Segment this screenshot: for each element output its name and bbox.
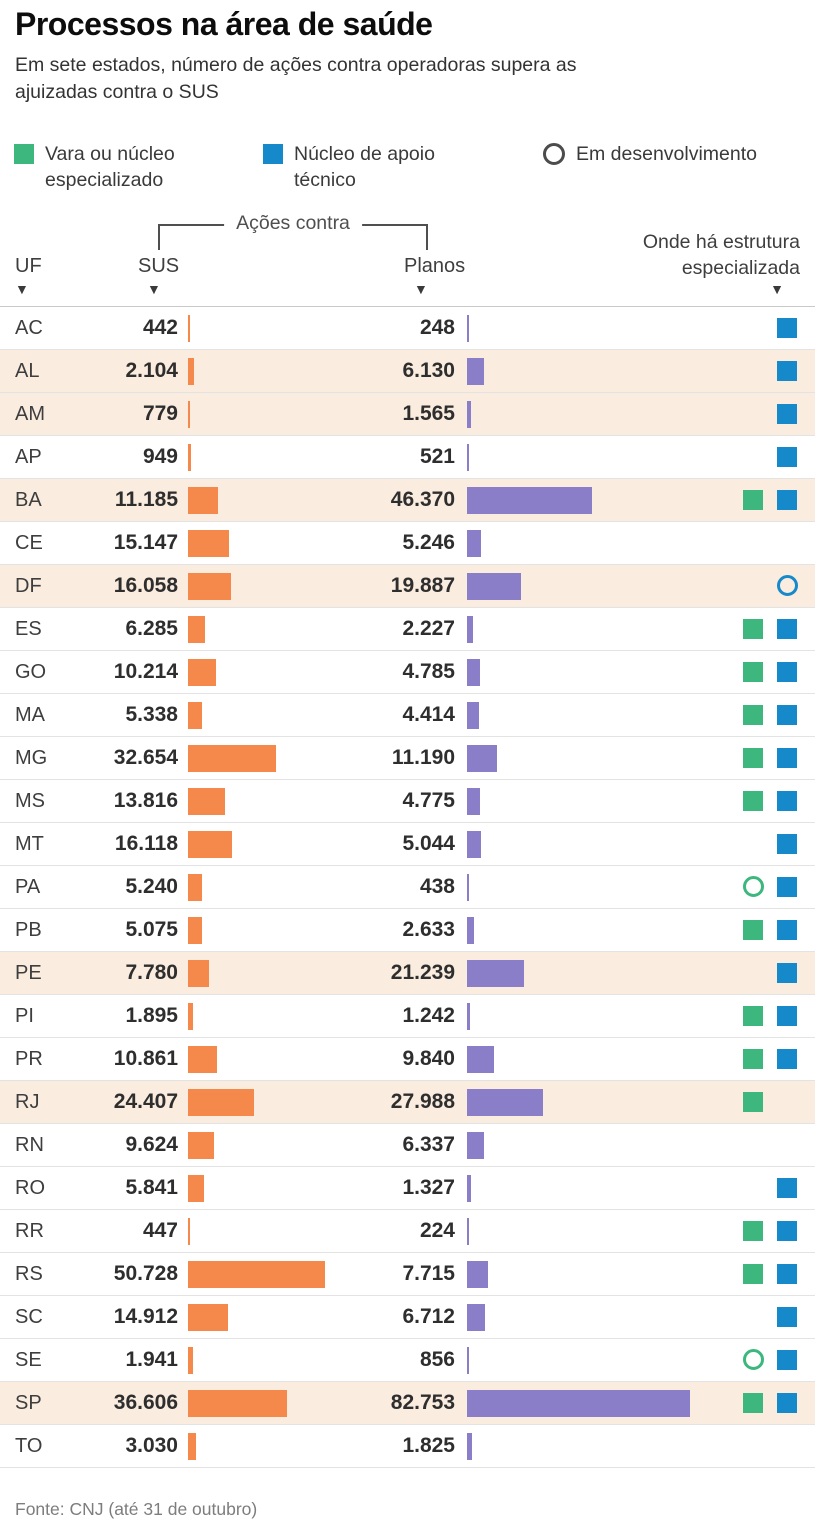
sus-bar [188,702,202,729]
uf-label: PI [15,1005,34,1027]
table-row [0,737,815,780]
sus-bar [188,1218,190,1245]
blue-square-icon [777,1006,797,1026]
table-row [0,780,815,823]
table-row [0,393,815,436]
blue-square-icon [777,619,797,639]
table-row [0,1038,815,1081]
group-header-bracket [158,212,428,250]
planos-bar [467,1089,543,1116]
legend-label: Vara ou núcleo especializado [45,143,175,191]
outline-circle-icon [543,143,565,165]
table-row [0,909,815,952]
sus-value: 442 [142,316,178,339]
sus-value: 6.285 [125,617,178,640]
column-header-planos[interactable]: Planos [404,255,466,277]
blue-square-icon [777,1307,797,1327]
planos-value: 1.242 [402,1004,455,1027]
sus-bar [188,1175,204,1202]
sus-value: 9.624 [125,1133,178,1156]
planos-value: 224 [419,1219,455,1242]
green-circle-icon [743,1349,764,1370]
green-square-icon [743,1006,763,1026]
uf-label: MT [15,833,44,855]
planos-bar [467,874,469,901]
legend-label: Em desenvolvimento [576,143,758,165]
table-row [0,1081,815,1124]
uf-label: ES [15,618,42,640]
planos-value: 248 [419,316,455,339]
planos-value: 21.239 [390,961,455,984]
planos-bar [467,1390,690,1417]
blue-square-icon [777,791,797,811]
planos-bar [467,659,480,686]
sus-bar [188,960,209,987]
blue-square-icon [777,662,797,682]
table-row [0,866,815,909]
planos-value: 6.712 [402,1305,455,1328]
uf-label: DF [15,575,42,597]
green-square-icon [14,144,34,164]
green-square-icon [743,1221,763,1241]
table-row [0,307,815,350]
sus-bar [188,1304,228,1331]
sus-value: 5.338 [125,703,178,726]
blue-square-icon [777,1049,797,1069]
planos-bar [467,745,497,772]
sus-bar [188,917,202,944]
page-title: Processos na área de saúde [15,6,433,42]
sus-value: 5.075 [125,918,178,941]
table-row [0,522,815,565]
green-square-icon [743,1049,763,1069]
planos-value: 6.130 [402,359,455,382]
planos-bar [467,960,524,987]
group-header-label: Ações contra [224,212,362,235]
sus-value: 10.214 [113,660,178,683]
planos-value: 438 [419,875,455,898]
sus-bar [188,444,191,471]
planos-bar [467,315,469,342]
table-row [0,995,815,1038]
table-row [0,1382,815,1425]
green-square-icon [743,1393,763,1413]
sus-value: 1.941 [125,1348,178,1371]
uf-label: AC [15,317,43,339]
blue-square-icon [777,447,797,467]
uf-label: PR [15,1048,43,1070]
uf-label: AM [15,403,45,425]
planos-value: 5.044 [402,832,455,855]
green-square-icon [743,705,763,725]
planos-value: 7.715 [402,1262,455,1285]
planos-value: 1.825 [402,1434,455,1457]
planos-bar [467,1261,488,1288]
planos-value: 4.785 [402,660,455,683]
uf-label: SE [15,1349,42,1371]
planos-bar [467,1003,470,1030]
blue-square-icon [777,1393,797,1413]
table-row [0,608,815,651]
planos-bar [467,401,471,428]
table-row [0,1210,815,1253]
sus-bar [188,831,232,858]
blue-square-icon [777,834,797,854]
subtitle: Em sete estados, número de ações contra operadoras supera as ajuizadas contra o SUS [15,54,577,103]
uf-label: SP [15,1392,42,1414]
table-row [0,1124,815,1167]
planos-value: 521 [419,445,455,468]
table-row [0,1339,815,1382]
green-square-icon [743,490,763,510]
green-square-icon [743,791,763,811]
table-row [0,651,815,694]
sus-bar [188,487,218,514]
sus-bar [188,874,202,901]
sus-value: 32.654 [113,746,178,769]
blue-square-icon [777,1264,797,1284]
planos-value: 2.227 [402,617,455,640]
planos-bar [467,616,473,643]
sus-bar [188,659,216,686]
sus-value: 16.058 [113,574,178,597]
uf-label: TO [15,1435,43,1457]
blue-square-icon [777,1221,797,1241]
blue-square-icon [777,490,797,510]
sus-bar [188,616,205,643]
table-row [0,436,815,479]
blue-square-icon [777,1178,797,1198]
sus-value: 3.030 [125,1434,178,1457]
table-row [0,565,815,608]
planos-bar [467,573,521,600]
sus-bar [188,1347,193,1374]
table-row [0,694,815,737]
blue-square-icon [777,877,797,897]
uf-label: RJ [15,1091,40,1113]
uf-label: RS [15,1263,43,1285]
column-header-structure[interactable]: Onde há estrutura especializada [642,231,800,279]
blue-square-icon [777,318,797,338]
planos-value: 27.988 [390,1090,455,1113]
sus-bar [188,573,231,600]
sort-arrow-icon[interactable]: ▼ [147,281,161,297]
green-square-icon [743,920,763,940]
uf-label: PB [15,919,42,941]
sus-bar [188,315,190,342]
planos-bar [467,831,481,858]
sus-bar [188,788,225,815]
sus-bar [188,745,276,772]
uf-label: MA [15,704,45,726]
table-row [0,1253,815,1296]
uf-label: PE [15,962,42,984]
blue-square-icon [777,705,797,725]
legend-item-desenvolvimento [543,141,757,167]
planos-bar [467,702,479,729]
planos-value: 5.246 [402,531,455,554]
planos-value: 2.633 [402,918,455,941]
sus-value: 2.104 [125,359,178,382]
sus-value: 24.407 [113,1090,178,1113]
blue-square-icon [777,1350,797,1370]
sus-bar [188,401,190,428]
sus-bar [188,1089,254,1116]
planos-value: 46.370 [390,488,455,511]
green-circle-icon [743,876,764,897]
uf-label: AL [15,360,40,382]
table-row [0,952,815,995]
blue-square-icon [777,404,797,424]
planos-bar [467,1046,494,1073]
green-square-icon [743,1264,763,1284]
green-square-icon [743,1092,763,1112]
sus-value: 447 [142,1219,178,1242]
planos-value: 1.327 [402,1176,455,1199]
sus-bar [188,358,194,385]
uf-label: CE [15,532,43,554]
sus-value: 10.861 [113,1047,178,1070]
legend-label: Núcleo de apoio técnico [294,143,435,191]
blue-circle-icon [777,575,798,596]
sus-value: 779 [142,402,178,425]
planos-bar [467,917,474,944]
planos-bar [467,1218,469,1245]
blue-square-icon [263,144,283,164]
sus-bar [188,1003,193,1030]
table-row [0,823,815,866]
sort-arrow-icon[interactable]: ▼ [15,281,29,297]
column-header-sus[interactable]: SUS [138,255,180,277]
sus-bar [188,530,229,557]
sus-value: 15.147 [113,531,178,554]
uf-label: AP [15,446,42,468]
table-row [0,1167,815,1210]
green-square-icon [743,619,763,639]
legend-item-vara [14,141,215,193]
sort-arrow-icon[interactable]: ▼ [414,281,428,297]
planos-value: 4.775 [402,789,455,812]
planos-bar [467,1175,471,1202]
sort-arrow-icon[interactable]: ▼ [770,281,784,297]
uf-label: MS [15,790,45,812]
uf-label: MG [15,747,48,769]
planos-bar [467,444,469,471]
column-header-uf[interactable]: UF [15,255,42,277]
legend-item-nucleo [263,141,474,193]
planos-value: 4.414 [402,703,455,726]
planos-bar [467,530,481,557]
sus-value: 50.728 [113,1262,178,1285]
green-square-icon [743,662,763,682]
planos-bar [467,487,592,514]
planos-value: 6.337 [402,1133,455,1156]
planos-value: 82.753 [390,1391,455,1414]
table-row [0,1425,815,1468]
sus-value: 14.912 [113,1305,178,1328]
planos-bar [467,788,480,815]
blue-square-icon [777,748,797,768]
uf-label: BA [15,489,42,511]
sus-value: 11.185 [114,488,178,511]
sus-value: 5.841 [125,1176,178,1199]
uf-label: RN [15,1134,44,1156]
uf-label: RR [15,1220,44,1242]
uf-label: GO [15,661,47,683]
blue-square-icon [777,361,797,381]
sus-bar [188,1132,214,1159]
table-row [0,479,815,522]
planos-bar [467,1433,472,1460]
table-body [0,307,815,1468]
planos-value: 11.190 [391,746,455,769]
sus-bar [188,1046,217,1073]
sus-bar [188,1433,196,1460]
sus-bar [188,1390,287,1417]
planos-value: 1.565 [402,402,455,425]
source-note: Fonte: CNJ (até 31 de outubro) [15,1499,258,1519]
planos-value: 19.887 [390,574,455,597]
blue-square-icon [777,920,797,940]
uf-label: PA [15,876,41,898]
sus-value: 1.895 [125,1004,178,1027]
planos-value: 856 [419,1348,455,1371]
blue-square-icon [777,963,797,983]
sus-value: 949 [142,445,178,468]
uf-label: RO [15,1177,45,1199]
sus-value: 16.118 [114,832,178,855]
table-row [0,350,815,393]
table-row [0,1296,815,1339]
planos-bar [467,1347,469,1374]
planos-bar [467,1304,485,1331]
uf-label: SC [15,1306,43,1328]
sus-value: 7.780 [125,961,178,984]
sus-value: 13.816 [113,789,178,812]
sus-value: 36.606 [113,1391,178,1414]
green-square-icon [743,748,763,768]
planos-bar [467,1132,484,1159]
legend [0,141,815,201]
sus-bar [188,1261,325,1288]
planos-bar [467,358,484,385]
sus-value: 5.240 [125,875,178,898]
planos-value: 9.840 [402,1047,455,1070]
